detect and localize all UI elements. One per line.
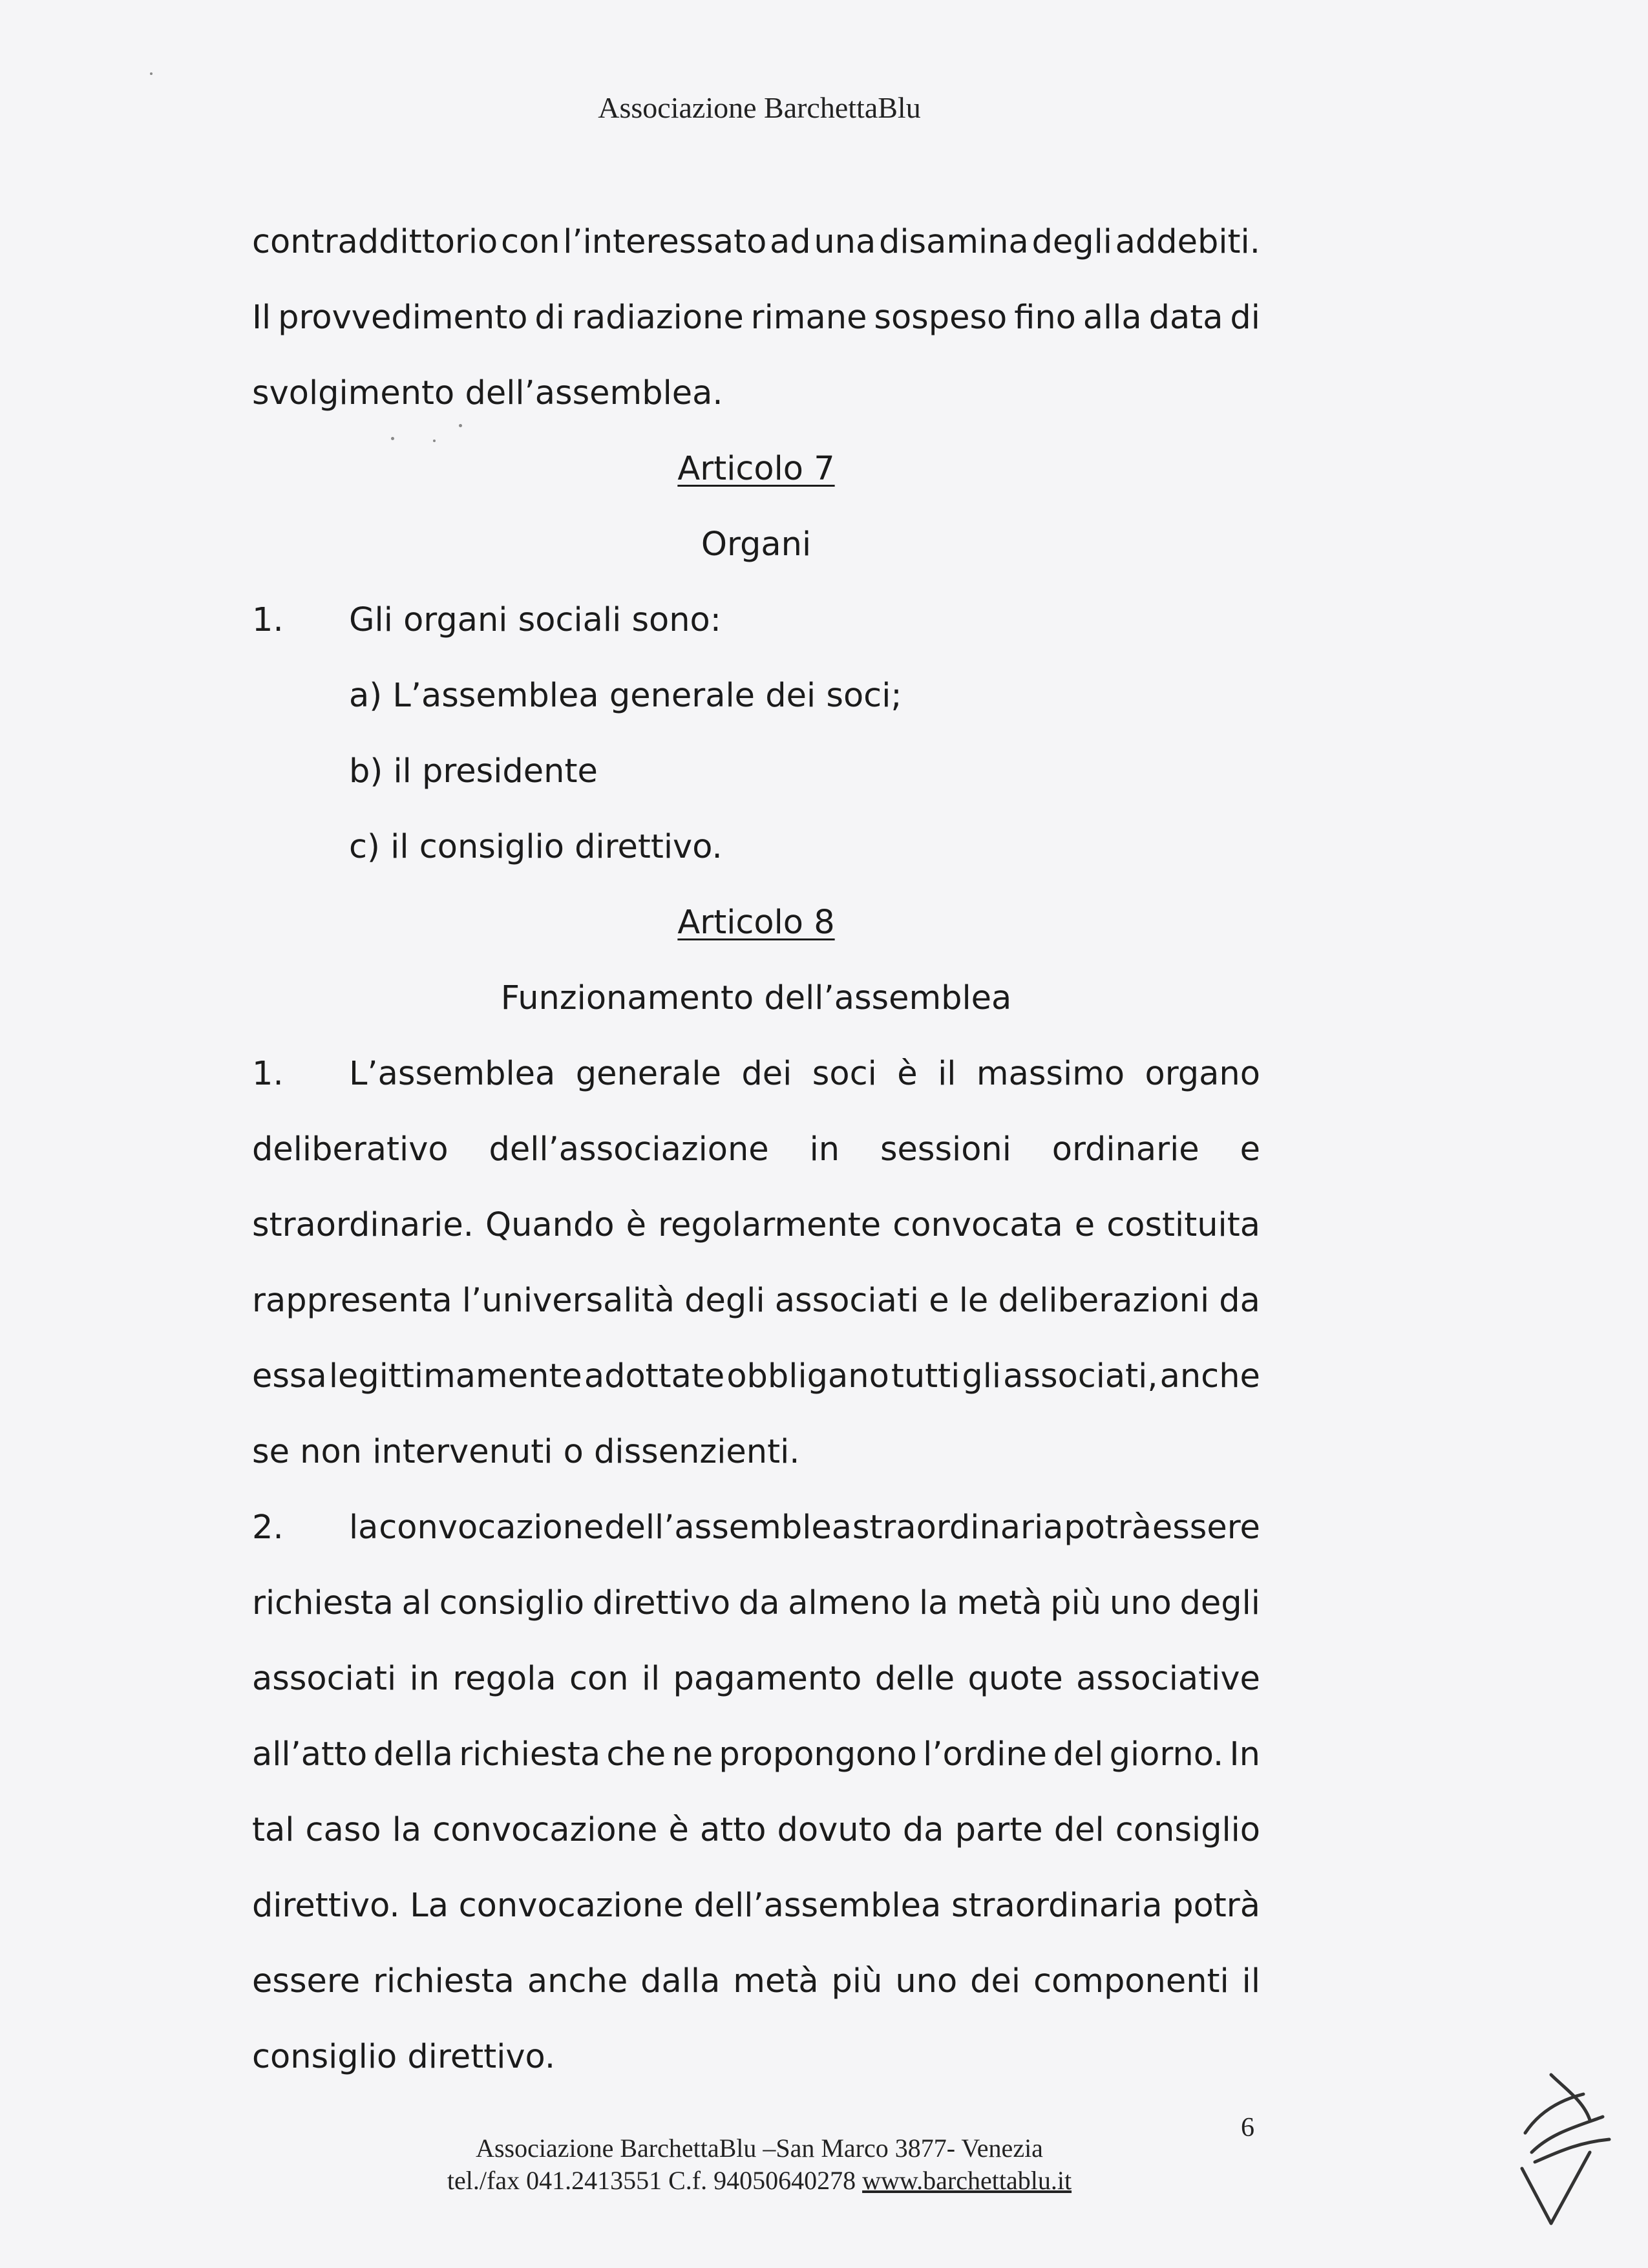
- word: di: [534, 299, 565, 337]
- sub-item: a) L’assemblea generale dei soci;: [349, 677, 902, 715]
- text-line-content: se non intervenuti o dissenzienti.: [252, 1433, 800, 1471]
- word: ordinarie: [1051, 1130, 1199, 1169]
- word: richiesta: [252, 1584, 394, 1622]
- word: richiesta: [373, 1962, 514, 2000]
- word: consiglio: [439, 1584, 585, 1622]
- word: soci: [812, 1055, 877, 1093]
- text-line-content: [252, 280, 1260, 355]
- word: dalla: [640, 1962, 721, 2000]
- word: massimo: [976, 1055, 1125, 1093]
- word: associati: [252, 1660, 397, 1698]
- text-line-content: [252, 1868, 1260, 1944]
- text-line-content: [252, 1187, 1260, 1263]
- word: regolarmente: [658, 1206, 882, 1244]
- scan-speck: [391, 437, 394, 440]
- word: da: [1219, 1282, 1260, 1320]
- text-line: [252, 1187, 1260, 1263]
- word: In: [1229, 1735, 1260, 1774]
- word: l’universalità: [461, 1282, 675, 1320]
- word: da: [738, 1584, 780, 1622]
- word: una: [814, 223, 876, 261]
- article-heading-text: Articolo 7: [677, 450, 835, 488]
- word: metà: [956, 1584, 1042, 1622]
- word: associative: [1076, 1660, 1260, 1698]
- word: è: [897, 1055, 918, 1093]
- item-number: 1.: [252, 1055, 284, 1093]
- word: addebiti.: [1115, 223, 1260, 261]
- word: è: [668, 1811, 689, 1849]
- word: La: [410, 1887, 449, 1925]
- word: convocazione: [379, 1509, 604, 1547]
- list-item: [252, 1490, 1260, 1565]
- word: consiglio: [1115, 1811, 1260, 1849]
- word: gli: [962, 1357, 1002, 1395]
- text-line-content: [252, 1717, 1260, 1792]
- word: giorno.: [1109, 1735, 1224, 1774]
- word: alla: [1083, 299, 1142, 337]
- word: in: [809, 1130, 840, 1169]
- word: Quando: [485, 1206, 615, 1244]
- word: ne: [671, 1735, 713, 1774]
- word: convocata: [893, 1206, 1063, 1244]
- word: deliberativo: [252, 1130, 449, 1169]
- word: essere: [252, 1962, 361, 2000]
- scan-speck: [150, 72, 153, 75]
- text-line-content: consiglio direttivo.: [252, 2038, 556, 2076]
- list-item: [252, 1036, 1260, 1112]
- word: e: [929, 1282, 949, 1320]
- word: adottate: [584, 1357, 725, 1395]
- word: straordinarie.: [252, 1206, 474, 1244]
- word: obbligano: [726, 1357, 889, 1395]
- word: dell’assemblea: [693, 1887, 942, 1925]
- word: le: [958, 1282, 989, 1320]
- word: al: [401, 1584, 432, 1622]
- word: del: [1053, 1735, 1104, 1774]
- word: direttivo.: [252, 1887, 400, 1925]
- word: potrà: [1064, 1509, 1152, 1547]
- word: atto: [699, 1811, 766, 1849]
- word: dell’assemblea: [604, 1509, 852, 1547]
- text-line-content: [252, 1641, 1260, 1717]
- text-line-content: [252, 1339, 1260, 1414]
- word: in: [409, 1660, 440, 1698]
- word: radiazione: [571, 299, 744, 337]
- text-line-content: [252, 204, 1260, 280]
- text-line: [252, 355, 1260, 431]
- word: quote: [967, 1660, 1063, 1698]
- word: degli: [684, 1282, 765, 1320]
- word: associati: [774, 1282, 920, 1320]
- word: dovuto: [777, 1811, 892, 1849]
- word: il: [938, 1055, 956, 1093]
- footer-address: Associazione BarchettaBlu –San Marco 3877- Venezia: [476, 2134, 1043, 2163]
- word: deliberazioni: [998, 1282, 1210, 1320]
- word: sessioni: [880, 1130, 1011, 1169]
- text-line-content: [252, 1263, 1260, 1339]
- word: del: [1053, 1811, 1104, 1849]
- word: parte: [955, 1811, 1043, 1849]
- word: e: [1074, 1206, 1095, 1244]
- word: sospeso: [874, 299, 1008, 337]
- word: provvedimento: [278, 299, 528, 337]
- article-8-heading: [252, 885, 1260, 960]
- word: metà: [733, 1962, 819, 2000]
- text-line-content: [252, 1112, 1260, 1187]
- word: anche: [1159, 1357, 1260, 1395]
- article-8-subtitle: Funzionamento dell’assemblea: [500, 979, 1012, 1017]
- word: l’ordine: [923, 1735, 1048, 1774]
- footer-phone-fiscal: tel./fax 041.2413551 C.f. 94050640278: [447, 2166, 863, 2195]
- word: potrà: [1172, 1887, 1260, 1925]
- word: contraddittorio: [252, 223, 498, 261]
- word: con: [569, 1660, 629, 1698]
- word: all’atto: [252, 1735, 368, 1774]
- page-number: 6: [1241, 2113, 1254, 2143]
- word: richiesta: [459, 1735, 601, 1774]
- word: delle: [874, 1660, 955, 1698]
- word: degli: [1179, 1584, 1260, 1622]
- word: rappresenta: [252, 1282, 452, 1320]
- word: Il: [252, 299, 271, 337]
- scan-speck: [433, 440, 436, 442]
- word: la: [349, 1509, 379, 1547]
- word: straordinaria: [951, 1887, 1163, 1925]
- word: convocazione: [458, 1887, 684, 1925]
- word: dell’associazione: [489, 1130, 769, 1169]
- article-7-heading: [252, 431, 1260, 507]
- word: uno: [1109, 1584, 1172, 1622]
- word: almeno: [788, 1584, 911, 1622]
- footer-contacts: [0, 2165, 1519, 2196]
- word: generale: [575, 1055, 721, 1093]
- word: componenti: [1033, 1962, 1229, 2000]
- word: il: [641, 1660, 660, 1698]
- article-7-subtitle: Organi: [701, 525, 812, 564]
- word: tutti: [891, 1357, 960, 1395]
- word: essa: [252, 1357, 327, 1395]
- word: e: [1240, 1130, 1260, 1169]
- text-line: [252, 1944, 1260, 2019]
- word: straordinaria: [852, 1509, 1064, 1547]
- word: rimane: [750, 299, 867, 337]
- text-line-content: [252, 1565, 1260, 1641]
- page-header: Associazione BarchettaBlu: [598, 91, 921, 124]
- text-line: [252, 1565, 1260, 1641]
- word: la: [919, 1584, 949, 1622]
- word: uno: [895, 1962, 958, 2000]
- website-link[interactable]: www.barchettablu.it: [862, 2166, 1072, 2195]
- text-line: [252, 1339, 1260, 1414]
- item-text: [349, 1490, 1260, 1565]
- text-line: [252, 1414, 1260, 1490]
- word: organo: [1145, 1055, 1260, 1093]
- item-text: Gli organi sociali sono:: [349, 601, 721, 639]
- word: pagamento: [673, 1660, 862, 1698]
- article-heading-text: Articolo 8: [677, 904, 835, 942]
- text-line: [252, 1717, 1260, 1792]
- item-number: 1.: [252, 601, 284, 639]
- text-line: [252, 1263, 1260, 1339]
- item-number: 2.: [252, 1509, 284, 1547]
- word: l’interessato: [563, 223, 767, 261]
- text-line: [252, 280, 1260, 355]
- scan-speck: [459, 424, 462, 427]
- text-line: [252, 1792, 1260, 1868]
- word: degli: [1031, 223, 1112, 261]
- word: caso: [305, 1811, 381, 1849]
- word: dei: [970, 1962, 1021, 2000]
- word: della: [373, 1735, 453, 1774]
- word: essere: [1152, 1509, 1260, 1547]
- word: disamina: [878, 223, 1029, 261]
- text-line: [252, 1112, 1260, 1187]
- word: di: [1230, 299, 1260, 337]
- word: convocazione: [432, 1811, 658, 1849]
- word: con: [500, 223, 560, 261]
- word: è: [626, 1206, 647, 1244]
- word: più: [831, 1962, 883, 2000]
- sub-item: c) il consiglio direttivo.: [349, 828, 723, 866]
- word: associati,: [1003, 1357, 1158, 1395]
- word: regola: [452, 1660, 556, 1698]
- word: fino: [1014, 299, 1076, 337]
- word: che: [606, 1735, 666, 1774]
- text-line-content: [252, 1792, 1260, 1868]
- word: il: [1241, 1962, 1260, 2000]
- word: data: [1148, 299, 1223, 337]
- sub-item: b) il presidente: [349, 752, 598, 790]
- word: ad: [770, 223, 811, 261]
- text-line-content: [252, 1944, 1260, 2019]
- text-line: [252, 1868, 1260, 1944]
- word: anche: [527, 1962, 628, 2000]
- word: legittimamente: [328, 1357, 582, 1395]
- word: da: [902, 1811, 944, 1849]
- word: dei: [741, 1055, 792, 1093]
- item-text: [349, 1036, 1260, 1112]
- text-line: [252, 2019, 1260, 2095]
- word: più: [1050, 1584, 1102, 1622]
- word: tal: [252, 1811, 295, 1849]
- text-line: [252, 204, 1260, 280]
- word: propongono: [719, 1735, 917, 1774]
- word: costituita: [1106, 1206, 1260, 1244]
- word: la: [392, 1811, 422, 1849]
- list-item: [252, 582, 1260, 658]
- text-line-content: svolgimento dell’assemblea.: [252, 374, 723, 412]
- word: L’assemblea: [349, 1055, 556, 1093]
- word: direttivo: [592, 1584, 731, 1622]
- handwritten-initials-signature-icon: [1512, 2055, 1629, 2236]
- text-line: [252, 1641, 1260, 1717]
